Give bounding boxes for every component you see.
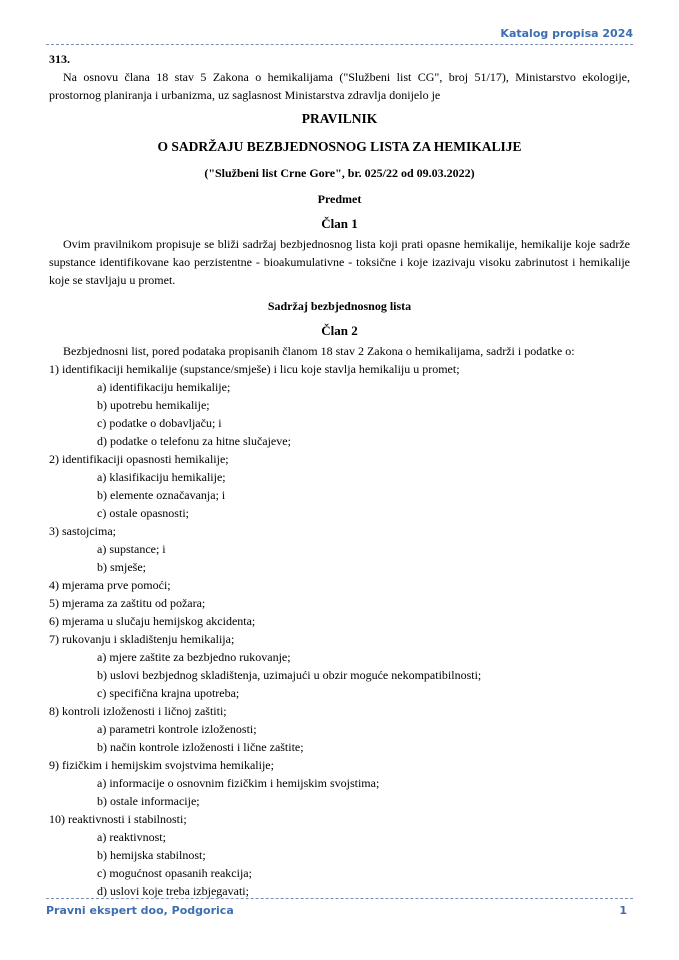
list-subitem: d) podatke o telefonu za hitne slučajeve; — [97, 434, 291, 448]
list-subitem: b) elemente označavanja; i — [97, 488, 226, 502]
list-subitem: b) ostale informacije; — [97, 794, 200, 808]
list-item: 2) identifikaciji opasnosti hemikalije; — [49, 452, 229, 466]
list-subitem: b) hemijska stabilnost; — [97, 848, 206, 862]
list-subitem: a) parametri kontrole izloženosti; — [97, 722, 257, 736]
article-2-list — [49, 360, 630, 900]
document-subtitle: O SADRŽAJU BEZBJEDNOSNOG LISTA ZA HEMIKALIJE — [157, 139, 522, 154]
section-heading-content: Sadržaj bezbjednosnog lista — [267, 299, 412, 313]
page-header — [46, 20, 633, 45]
list-subitem: a) mjere zaštite za bezbjedno rukovanje; — [97, 650, 291, 664]
list-item: 4) mjerama prve pomoći; — [49, 578, 171, 592]
catalog-title: Katalog propisa 2024 — [500, 27, 633, 40]
list-subitem: a) reaktivnost; — [97, 830, 166, 844]
list-subitem: a) informacije o osnovnim fizičkim i hemijskim svojstima; — [97, 776, 380, 790]
list-item: 6) mjerama u slučaju hemijskog akcidenta; — [49, 614, 256, 628]
list-subitem: b) smješe; — [97, 560, 146, 574]
document-number: 313. — [49, 52, 70, 66]
list-subitem: b) način kontrole izloženosti i lične zaštite; — [97, 740, 304, 754]
document-body — [49, 50, 630, 900]
list-subitem: c) podatke o dobavljaču; i — [97, 416, 222, 430]
publisher-name: Pravni ekspert doo, Podgorica — [46, 904, 234, 917]
list-subitem: c) mogućnost opasanih reakcija; — [97, 866, 252, 880]
list-item: 7) rukovanju i skladištenju hemikalija; — [49, 632, 235, 646]
intro-paragraph: Na osnovu člana 18 stav 5 Zakona o hemikalijama ("Službeni list CG", broj 51/17), Ministarstvo ekologije, prostornog planiranja i urbanizma, uz saglasnost Ministarstva zdravlja donijelo je — [49, 70, 630, 102]
list-item: 9) fizičkim i hemijskim svojstvima hemikalije; — [49, 758, 274, 772]
list-subitem: a) identifikaciju hemikalije; — [97, 380, 231, 394]
article-2-heading: Član 2 — [321, 323, 358, 338]
list-item: 5) mjerama za zaštitu od požara; — [49, 596, 206, 610]
page-footer — [46, 898, 633, 917]
list-subitem: a) klasifikaciju hemikalije; — [97, 470, 226, 484]
document-title: PRAVILNIK — [301, 111, 378, 126]
list-item: 8) kontroli izloženosti i ličnoj zaštiti; — [49, 704, 227, 718]
list-item: 3) sastojcima; — [49, 524, 116, 538]
list-subitem: c) ostale opasnosti; — [97, 506, 189, 520]
article-2-intro: Bezbjednosni list, pored podataka propisanih članom 18 stav 2 Zakona o hemikalijama, sadrži i podatke o: — [63, 344, 575, 358]
list-subitem: d) uslovi koje treba izbjegavati; — [97, 884, 249, 898]
list-subitem: a) supstance; i — [97, 542, 166, 556]
list-item: 1) identifikaciji hemikalije (supstance/smješe) i licu koje stavlja hemikaliju u promet; — [49, 362, 460, 376]
article-1-heading: Član 1 — [321, 216, 358, 231]
page-number: 1 — [619, 904, 627, 917]
gazette-reference: ("Službeni list Crne Gore", br. 025/22 od 09.03.2022) — [204, 166, 475, 180]
list-subitem: b) upotrebu hemikalije; — [97, 398, 210, 412]
section-heading-subject: Predmet — [317, 192, 362, 206]
list-item: 10) reaktivnosti i stabilnosti; — [49, 812, 187, 826]
list-subitem: c) specifična krajna upotreba; — [97, 686, 240, 700]
list-subitem: b) uslovi bezbjednog skladištenja, uzimajući u obzir moguće nekompatibilnosti; — [97, 668, 482, 682]
article-1-text: Ovim pravilnikom propisuje se bliži sadržaj bezbjednosnog lista koji prati opasne hemikalije, hemikalije koje sadrže supstance identifikovane kao perzistentne - bioakumulativne - toksične i koje izazivaju visoku zabrinutost i hemikalije koje se stavljaju u promet. — [49, 237, 630, 287]
